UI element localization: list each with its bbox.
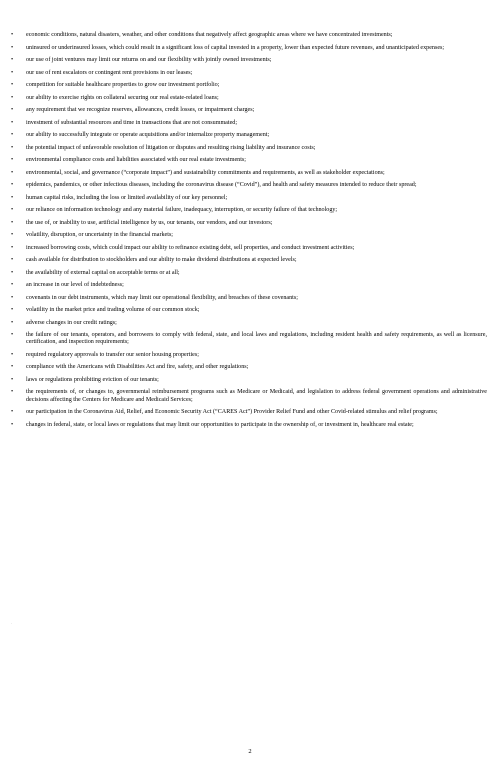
- risk-factor-list: [11, 32, 487, 434]
- risk-factor-text: our use of joint ventures may limit our returns on and our flexibility with jointly owned investments;: [26, 57, 272, 63]
- risk-factor-text: environmental, social, and governance (“corporate impact”) and sustainability commitments and requirements, as well as stakeholder expectations;: [26, 169, 385, 176]
- risk-factor-item: [11, 170, 487, 177]
- risk-factor-text: environmental compliance costs and liabilities associated with our real estate investments;: [26, 157, 246, 163]
- risk-factor-item: [11, 422, 487, 429]
- risk-factor-item: [11, 132, 487, 139]
- risk-factor-text: the availability of external capital on acceptable terms or at all;: [26, 269, 180, 276]
- risk-factor-text: increased borrowing costs, which could impact our ability to refinance existing debt, sell properties, and conduct investment activities;: [26, 244, 355, 251]
- risk-factor-item: [11, 409, 487, 416]
- risk-factor-item: [11, 70, 487, 77]
- bullet-icon: •: [11, 94, 14, 101]
- risk-factor-item: [11, 57, 487, 64]
- bullet-icon: •: [11, 82, 14, 88]
- bullet-icon: •: [11, 57, 14, 63]
- risk-factor-item: [11, 389, 487, 404]
- bullet-icon: •: [11, 332, 14, 338]
- bullet-icon: •: [11, 44, 14, 51]
- risk-factor-text: the requirements of, or changes to, governmental reimbursement programs such as Medicare or Medicaid, and legislation to address federal government operations and administrative decisions affecting the Centers for Medicare and Medicaid Services;: [26, 389, 487, 403]
- risk-factor-text: the use of, or inability to use, artificial intelligence by us, our tenants, our vendors, and our investors;: [26, 219, 273, 226]
- risk-factor-text: the potential impact of unfavorable resolution of litigation or disputes and resulting rising liability and insurance costs;: [26, 144, 316, 151]
- risk-factor-item: [11, 120, 487, 127]
- risk-factor-item: [11, 282, 487, 289]
- risk-factor-item: [11, 157, 487, 164]
- bullet-icon: •: [11, 421, 14, 428]
- risk-factor-text: adverse changes in our credit ratings;: [26, 319, 117, 326]
- bullet-icon: •: [11, 376, 14, 383]
- bullet-icon: •: [11, 351, 14, 358]
- risk-factor-text: our ability to successfully integrate or operate acquisitions and/or internalize property management;: [26, 132, 270, 138]
- bullet-icon: •: [11, 207, 14, 213]
- risk-factor-item: [11, 32, 487, 39]
- bullet-icon: •: [11, 257, 14, 263]
- risk-factor-text: an increase in our level of indebtedness;: [26, 282, 124, 288]
- bullet-icon: •: [11, 319, 14, 326]
- risk-factor-text: compliance with the Americans with Disabilities Act and fire, safety, and other regulations;: [26, 364, 249, 371]
- bullet-icon: •: [11, 182, 14, 188]
- risk-factor-item: [11, 195, 487, 202]
- bullet-icon: •: [11, 307, 14, 313]
- bullet-icon: •: [11, 282, 14, 288]
- bullet-icon: •: [11, 219, 14, 226]
- risk-factor-item: [11, 95, 487, 102]
- bullet-icon: •: [11, 294, 14, 301]
- risk-factor-text: our participation in the Coronavirus Aid, Relief, and Economic Security Act (“CARES Act”) Provider Relief Fund and other Covid-related stimulus and relief programs;: [26, 409, 438, 416]
- risk-factor-item: [11, 232, 487, 239]
- risk-factor-item: [11, 364, 487, 371]
- risk-factor-item: [11, 245, 487, 252]
- risk-factor-text: volatility in the market price and trading volume of our common stock;: [26, 307, 200, 313]
- risk-factor-text: our ability to exercise rights on collateral securing our real estate-related loans;: [26, 94, 219, 101]
- bullet-icon: •: [11, 194, 14, 201]
- risk-factor-text: competition for suitable healthcare properties to grow our investment portfolio;: [26, 82, 220, 88]
- risk-factor-item: [11, 145, 487, 152]
- bullet-icon: •: [11, 169, 14, 176]
- risk-factor-text: epidemics, pandemics, or other infectious diseases, including the coronavirus disease (“Covid”), and health and safety measures intended to reduce their spread;: [26, 182, 417, 188]
- bullet-icon: •: [11, 144, 14, 151]
- risk-factor-text: human capital risks, including the loss or limited availability of our key personnel;: [26, 194, 228, 201]
- bullet-icon: •: [11, 107, 14, 113]
- bullet-icon: •: [11, 409, 14, 416]
- risk-factor-text: our use of rent escalators or contingent rent provisions in our leases;: [26, 69, 193, 76]
- risk-factor-item: [11, 107, 487, 114]
- risk-factor-text: cash available for distribution to stockholders and our ability to make dividend distributions at expected levels;: [26, 257, 297, 263]
- page-number: 2: [248, 748, 252, 755]
- risk-factor-text: volatility, disruption, or uncertainty in the financial markets;: [26, 232, 174, 238]
- risk-factor-text: any requirement that we recognize reserves, allowances, credit losses, or impairment charges;: [26, 107, 255, 113]
- risk-factor-text: uninsured or underinsured losses, which could result in a significant loss of capital invested in a property, lower than expected future revenues, and unanticipated expenses;: [26, 44, 445, 51]
- bullet-icon: •: [11, 232, 14, 238]
- risk-factor-text: the failure of our tenants, operators, and borrowers to comply with federal, state, and local laws and regulations, including resident health and safety requirements, as well as licensure, certification, and inspection requirements;: [26, 332, 487, 346]
- risk-factor-item: [11, 377, 487, 384]
- stray-mark: .: [11, 620, 12, 625]
- bullet-icon: •: [11, 69, 14, 76]
- risk-factor-item: [11, 352, 487, 359]
- risk-factor-text: required regulatory approvals to transfer our senior housing properties;: [26, 351, 199, 358]
- bullet-icon: •: [11, 32, 14, 38]
- bullet-icon: •: [11, 132, 14, 138]
- risk-factor-item: [11, 82, 487, 89]
- risk-factor-item: [11, 220, 487, 227]
- bullet-icon: •: [11, 244, 14, 251]
- bullet-icon: •: [11, 389, 14, 396]
- risk-factor-text: laws or regulations prohibiting eviction of our tenants;: [26, 376, 159, 383]
- risk-factor-text: our reliance on information technology and any material failure, inadequacy, interruption, or security failure of that technology;: [26, 207, 338, 213]
- risk-factor-item: [11, 182, 487, 189]
- risk-factor-item: [11, 295, 487, 302]
- risk-factor-item: [11, 270, 487, 277]
- bullet-icon: •: [11, 269, 14, 276]
- risk-factor-item: [11, 207, 487, 214]
- bullet-icon: •: [11, 157, 14, 163]
- bullet-icon: •: [11, 364, 14, 371]
- risk-factor-item: [11, 307, 487, 314]
- risk-factor-text: investment of substantial resources and time in transactions that are not consummated;: [26, 119, 238, 126]
- risk-factor-item: [11, 257, 487, 264]
- risk-factor-text: changes in federal, state, or local laws or regulations that may limit our opportunities to participate in the ownership of, or investment in, healthcare real estate;: [26, 421, 414, 428]
- risk-factor-item: [11, 332, 487, 347]
- risk-factor-item: [11, 320, 487, 327]
- risk-factor-text: economic conditions, natural disasters, weather, and other conditions that negatively affect geographic areas where we have concentrated investments;: [26, 32, 393, 38]
- risk-factor-item: [11, 45, 487, 52]
- risk-factor-text: covenants in our debt instruments, which may limit our operational flexibility, and breaches of these covenants;: [26, 294, 298, 301]
- bullet-icon: •: [11, 119, 14, 126]
